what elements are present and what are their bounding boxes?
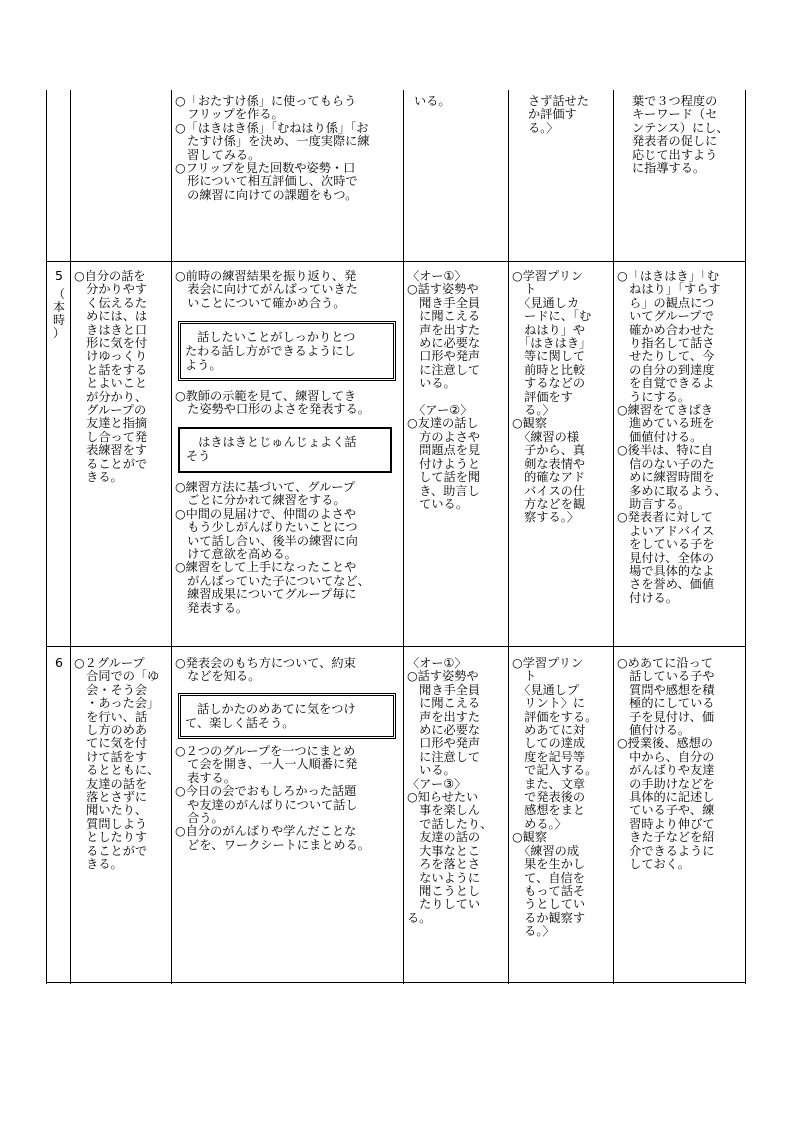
support-cell: ○「はきはき」「む ねはり」「すらす ら」の観点につ いてグループで 確かめ合わせた り指名して話さ せたりして、今 の自分の到達度 を自覚できるよ うにする。 ○練習をてきぱき 進めている班を 価値付ける。 ○後半は、特に自 信のない子のた めに練習時間を 多めに取るよう、 助言する。 ○発表者に対して よいアドバイス をしている子を 見付け、全体の 場で具体的なよ さを誉め、価値 付ける。	[617, 270, 727, 605]
task-box: はきはきとじゅんじょよく話 そう	[178, 427, 392, 473]
column-divider	[70, 90, 71, 984]
evaluation-cell: いる。	[414, 95, 451, 108]
lesson-label: （ 本 時 ）	[52, 287, 65, 340]
lesson-number: 6	[55, 655, 63, 670]
evaluation-cell: 〈オー①〉 ○話す姿勢や 聞き手全員 に聞こえる 声を出すた めに必要な 口形や発声 に注意して いる。 〈アー③〉 ○知らせたい 事を楽しん で話したり、 友達の話の 大事なとこ ろを落とさ ないように 聞こうとし たりしてい る。	[407, 657, 493, 925]
goal-box: 話したいことがしっかりとつ たわる話し方ができるようにし よう。	[178, 321, 396, 381]
lesson-number: 5	[55, 268, 63, 283]
table-border-right	[745, 90, 746, 984]
activities-rest: ○練習方法に基づいて、グループ ごとに分かれて練習をする。 ○中間の見届けで、仲間のよさや もう少しがんばりたいことにつ いて話し合い、後半の練習に向 けて意欲を高める。 ○練習をして上手になったことや がんばっていた子についてなど、 練習成果についてグループ毎に 発表する。	[175, 481, 370, 615]
row-divider	[46, 982, 745, 983]
column-divider	[403, 90, 404, 984]
goal-cell: ○２グループ 合同での「ゆ 会・そう会 ・あった会」 を行い、話 し方のめあ てに気を付 けて話をす るとともに、 友達の話を 落とさずに 聞いたり、 質問しよう としたりす ることがで きる。	[74, 657, 160, 872]
row-divider	[46, 646, 745, 647]
activities-rest: ○２つのグループを一つにまとめ て会を開き、一人一人順番に発 表する。 ○今日の会でおもしろかった話題 や友達のがんばりについて話し 合う。 ○自分のがんばりや学んだことな どを、ワークシートにまとめる。	[175, 745, 370, 852]
evaluation-cell: 〈オー①〉 ○話す姿勢や 聞き手全員 に聞こえる 声を出すた めに必要な 口形や発声 に注意して いる。 〈アー②〉 ○友達の話し 方のよさや 問題点を見 付けようと して話を聞 き、助言し ている。	[407, 270, 481, 511]
method-cell: ○学習プリン ト 〈見通しカ ードに、「む ねはり」や 「はきはき」 等に関して 前時と比較 するなどの 評価をす る。〉 ○観察 〈練習の様 子から、真 剣な表情や 的確なアド バイスの仕 方などを観 察する。〉	[512, 270, 592, 525]
activities-mid: ○教師の示範を見て、練習してき た姿勢や口形のよさを発表する。	[175, 390, 370, 417]
method-cell: さず話せた か評価す る。〉	[528, 95, 589, 135]
support-cell: ○めあてに沿って 話している子や 質問や感想を積 極的にしている 子を見付け、価 値付ける。 ○授業後、感想の 中から、自分の がんばりや友達 の手助けなどを 具体的に記述し ている子や、練 習時より伸びて きた子などを紹 介できるように しておく。	[617, 657, 715, 872]
row-divider	[46, 261, 745, 262]
method-cell: ○学習プリン ト 〈見通しプ リント〉に 評価をする。 めあてに対 しての達成 度を記号等 で記入する。 また、文章 で発表後の 感想をまと める。〉 ○観察 〈練習の成 果を生かし て、自信を もって話そ うとしてい るか観察す る。〉	[512, 657, 598, 939]
column-divider	[508, 90, 509, 984]
activities-intro: ○前時の練習結果を振り返り、発 表会に向けてがんばっていきた いことについて確かめ合う。	[175, 270, 358, 310]
goal-box: 話しかたのめあてに気をつけ て、楽しく話そう。	[178, 693, 396, 739]
activities-cell: ○「おたすけ係」に使ってもらう フリップを作る。 ○「はきはき係」「むねはり係」「お たすけ係」を決め、一度実際に練 習してみる。 ○フリップを見た回数や姿勢・口 形について相互評価し、次時で の練習に向けての課題をもつ。	[175, 95, 370, 202]
support-cell: 葉で３つ程度の キーワード（セ ンテンス）にし、 発表者の促しに 応じて出すよう に指導する。	[632, 95, 729, 176]
activities-intro: ○発表会のもち方について、約束 などを知る。	[175, 657, 356, 684]
column-divider	[613, 90, 614, 984]
goal-cell: ○自分の話を 分かりやす く伝えるた めには、は きはきと口 形に気を付 けゆっくり と話をする とよいこと が分かり、 グループの 友達と指摘 し合って発 表練習をす ることがで きる。	[74, 270, 148, 485]
column-divider	[171, 90, 172, 984]
table-border-left	[46, 90, 47, 984]
